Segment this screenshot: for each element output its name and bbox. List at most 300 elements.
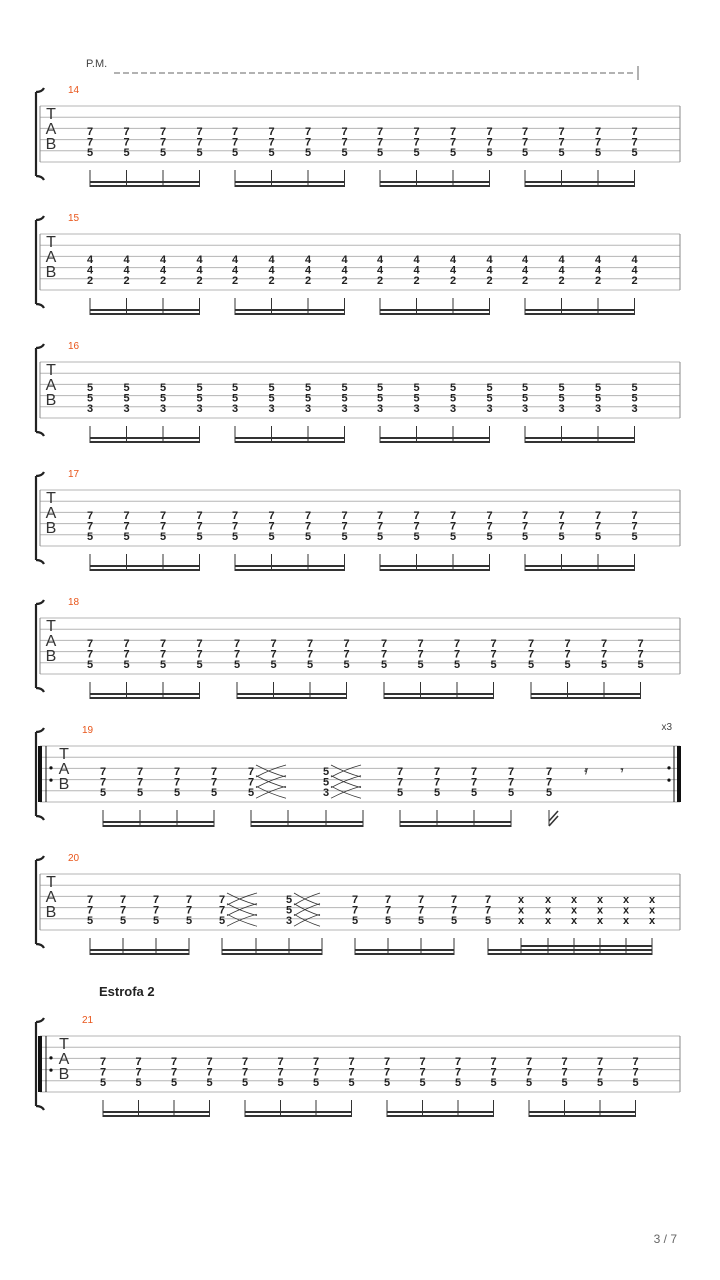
fret-number: 2 (376, 275, 384, 288)
fret-number: 4 (341, 264, 348, 277)
fret-number: 5 (231, 392, 239, 405)
tab-system (36, 213, 680, 314)
fret-number: 3 (376, 403, 384, 416)
tab-clef-letter: T (59, 746, 69, 763)
fret-number: 5 (341, 392, 348, 405)
fret-number: 7 (525, 1056, 533, 1068)
fret-number: 7 (521, 510, 529, 522)
fret-number: 7 (247, 766, 255, 778)
fret-number: 2 (449, 275, 457, 288)
tab-system (36, 341, 680, 442)
fret-number: 7 (527, 638, 535, 650)
fret-number: 7 (268, 510, 275, 522)
fret-number: 7 (637, 638, 644, 650)
measure-number: 17 (68, 469, 80, 480)
fret-number: 4 (413, 264, 420, 277)
fret-number: 7 (383, 1066, 391, 1079)
fret-number: 7 (196, 126, 203, 138)
tab-clef-letter: A (58, 1051, 70, 1068)
fret-number: 5 (486, 392, 493, 405)
fret-number: 5 (233, 659, 241, 672)
measure-number: 16 (68, 341, 80, 352)
fret-number: 4 (304, 264, 312, 277)
fret-number: 7 (136, 776, 144, 789)
fret-number: 7 (241, 1056, 249, 1068)
fret-number: 5 (119, 915, 127, 928)
fret-number: 7 (86, 638, 94, 650)
fret-number: 5 (486, 382, 493, 394)
fret-number: 7 (558, 510, 565, 522)
fret-number: 5 (449, 382, 457, 394)
slide-line (227, 914, 257, 926)
fret-number: 2 (521, 275, 529, 288)
fret-number: 4 (86, 254, 94, 266)
measure-number: 20 (68, 853, 80, 864)
fret-number: 7 (417, 648, 424, 661)
fret-number: 5 (486, 147, 493, 160)
dead-note: x (544, 904, 552, 917)
fret-number: 7 (484, 894, 492, 906)
fret-number: 2 (341, 275, 348, 288)
fret-number: 5 (637, 659, 644, 672)
fret-number: 7 (173, 766, 181, 778)
note-flag (549, 811, 558, 826)
fret-number: 5 (304, 382, 312, 394)
fret-number: 5 (86, 531, 94, 544)
dead-note: x (544, 894, 552, 906)
fret-number: 7 (637, 648, 644, 661)
fret-number: 5 (484, 915, 492, 928)
fret-number: 4 (376, 264, 384, 277)
fret-number: 5 (454, 1077, 462, 1090)
fret-number: 5 (376, 382, 384, 394)
fret-number: 4 (594, 254, 602, 266)
sixteenth-rest: 𝄿 (584, 765, 588, 777)
fret-number: 5 (413, 392, 420, 405)
fret-number: 5 (231, 382, 239, 394)
fret-number: 5 (419, 1077, 426, 1090)
fret-number: 5 (561, 1077, 568, 1090)
eighth-rest: 𝄾 (620, 765, 624, 777)
fret-number: 7 (206, 1066, 213, 1079)
fret-number: 3 (86, 403, 94, 416)
fret-number: 7 (231, 510, 239, 522)
fret-number: 7 (136, 766, 144, 778)
fret-number: 7 (470, 766, 478, 778)
fret-number: 5 (285, 904, 293, 917)
fret-number: 7 (123, 126, 130, 138)
dead-note: x (622, 915, 630, 928)
fret-number: 5 (521, 147, 529, 160)
fret-number: 5 (159, 531, 167, 544)
fret-number: 5 (218, 915, 226, 928)
fret-number: 4 (123, 264, 130, 277)
dead-note: x (596, 894, 604, 906)
tab-clef-letter: B (45, 392, 57, 409)
fret-number: 7 (383, 1056, 391, 1068)
fret-number: 5 (210, 787, 218, 800)
fret-number: 5 (159, 382, 167, 394)
fret-number: 7 (123, 136, 130, 149)
fret-number: 5 (384, 915, 392, 928)
fret-number: 5 (123, 147, 130, 160)
fret-number: 5 (558, 392, 565, 405)
fret-number: 3 (341, 403, 348, 416)
fret-number: 7 (196, 520, 203, 533)
fret-number: 7 (454, 1066, 462, 1079)
dead-note: x (544, 915, 552, 928)
fret-number: 7 (312, 1056, 320, 1068)
fret-number: 7 (86, 520, 94, 533)
fret-number: 7 (86, 510, 94, 522)
fret-number: 7 (545, 766, 553, 778)
fret-number: 7 (196, 510, 203, 522)
fret-number: 7 (268, 136, 275, 149)
fret-number: 5 (247, 787, 255, 800)
fret-number: 7 (417, 638, 424, 650)
tab-clef-letter: T (46, 362, 56, 379)
fret-number: 5 (86, 392, 94, 405)
fret-number: 7 (380, 648, 388, 661)
fret-number: 5 (341, 531, 348, 544)
fret-number: 5 (185, 915, 193, 928)
tab-system (36, 85, 680, 186)
tab-clef-letter: B (45, 648, 57, 665)
fret-number: 7 (196, 638, 203, 650)
tab-system (36, 1015, 680, 1116)
fret-number: 7 (341, 136, 348, 149)
fret-number: 5 (631, 382, 638, 394)
dead-note: x (648, 894, 656, 906)
fret-number: 7 (545, 776, 553, 789)
fret-number: 5 (558, 147, 565, 160)
fret-number: 4 (521, 254, 529, 266)
fret-number: 5 (376, 392, 384, 405)
fret-number: 7 (454, 1056, 462, 1068)
tab-clef-letter: T (46, 234, 56, 251)
fret-number: 7 (376, 520, 384, 533)
fret-number: 7 (525, 1066, 533, 1079)
fret-number: 7 (185, 894, 193, 906)
section-label: Estrofa 2 (99, 984, 155, 999)
fret-number: 7 (380, 638, 388, 650)
fret-number: 7 (376, 510, 384, 522)
fret-number: 3 (231, 403, 239, 416)
fret-number: 5 (486, 531, 493, 544)
slide-line (331, 765, 361, 777)
measure-number: 19 (82, 725, 94, 736)
fret-number: 7 (449, 510, 457, 522)
tab-clef-letter: T (46, 106, 56, 123)
fret-number: 5 (417, 659, 424, 672)
fret-number: 7 (341, 520, 348, 533)
dead-note: x (517, 915, 525, 928)
fret-number: 7 (270, 648, 277, 661)
fret-number: 7 (277, 1066, 284, 1079)
fret-number: 5 (277, 1077, 284, 1090)
fret-number: 5 (376, 147, 384, 160)
fret-number: 7 (632, 1066, 639, 1079)
fret-number: 5 (631, 531, 638, 544)
fret-number: 4 (376, 254, 384, 266)
fret-number: 5 (351, 915, 359, 928)
measure-number: 15 (68, 213, 80, 224)
fret-number: 7 (306, 648, 314, 661)
dead-note: x (596, 904, 604, 917)
fret-number: 7 (521, 136, 529, 149)
fret-number: 7 (351, 904, 359, 917)
fret-number: 7 (268, 520, 275, 533)
fret-number: 7 (561, 1066, 568, 1079)
slide-line (256, 776, 286, 788)
fret-number: 3 (449, 403, 457, 416)
tab-system (36, 853, 680, 954)
fret-number: 2 (304, 275, 312, 288)
fret-number: 5 (268, 382, 275, 394)
fret-number: 5 (304, 147, 312, 160)
fret-number: 7 (218, 904, 226, 917)
fret-number: 5 (507, 787, 515, 800)
fret-number: 7 (413, 520, 420, 533)
fret-number: 7 (419, 1066, 426, 1079)
fret-number: 7 (600, 648, 608, 661)
slide-line (256, 765, 286, 777)
fret-number: 4 (558, 264, 565, 277)
fret-number: 5 (99, 1077, 107, 1090)
fret-number: 5 (135, 1077, 142, 1090)
fret-number: 7 (159, 638, 167, 650)
fret-number: 7 (453, 648, 461, 661)
fret-number: 3 (268, 403, 275, 416)
fret-number: 5 (123, 392, 130, 405)
fret-number: 7 (632, 1056, 639, 1068)
fret-number: 7 (384, 904, 392, 917)
fret-number: 5 (241, 1077, 249, 1090)
fret-number: 7 (507, 776, 515, 789)
fret-number: 5 (231, 531, 239, 544)
fret-number: 5 (341, 382, 348, 394)
fret-number: 7 (490, 1066, 497, 1079)
tab-clef-letter: B (45, 136, 57, 153)
fret-number: 7 (564, 638, 571, 650)
tab-clef-letter: T (46, 618, 56, 635)
fret-number: 5 (196, 659, 203, 672)
slide-line (227, 904, 257, 916)
fret-number: 5 (173, 787, 181, 800)
measure-number: 18 (68, 597, 80, 608)
fret-number: 7 (231, 136, 239, 149)
fret-number: 5 (306, 659, 314, 672)
fret-number: 5 (521, 392, 529, 405)
fret-number: 7 (233, 648, 241, 661)
fret-number: 4 (631, 254, 638, 266)
measure-number: 21 (82, 1015, 94, 1026)
fret-number: 7 (312, 1066, 320, 1079)
fret-number: 3 (123, 403, 130, 416)
fret-number: 7 (450, 894, 458, 906)
repeat-dot (667, 766, 670, 769)
fret-number: 7 (631, 510, 638, 522)
fret-number: 7 (558, 136, 565, 149)
fret-number: 7 (596, 1066, 604, 1079)
fret-number: 7 (453, 638, 461, 650)
fret-number: 7 (600, 638, 608, 650)
fret-number: 7 (490, 638, 497, 650)
fret-number: 7 (594, 510, 602, 522)
fret-number: 7 (341, 510, 348, 522)
measure-number: 14 (68, 85, 80, 96)
tab-clef-letter: B (58, 776, 70, 793)
fret-number: 7 (527, 648, 535, 661)
fret-number: 7 (170, 1056, 178, 1068)
fret-number: 7 (341, 126, 348, 138)
fret-number: 3 (486, 403, 493, 416)
fret-number: 5 (596, 1077, 604, 1090)
fret-number: 5 (170, 1077, 178, 1090)
palm-mute-marking (86, 58, 638, 80)
fret-number: 7 (170, 1066, 178, 1079)
fret-number: 4 (449, 264, 457, 277)
repeat-dot (49, 766, 52, 769)
fret-number: 7 (268, 126, 275, 138)
fret-number: 7 (413, 510, 420, 522)
fret-number: 5 (159, 147, 167, 160)
fret-number: 5 (600, 659, 608, 672)
fret-number: 4 (486, 254, 493, 266)
fret-number: 7 (306, 638, 314, 650)
fret-number: 5 (450, 915, 458, 928)
fret-number: 7 (159, 136, 167, 149)
fret-number: 7 (123, 510, 130, 522)
fret-number: 5 (196, 147, 203, 160)
fret-number: 7 (233, 638, 241, 650)
fret-number: 7 (561, 1056, 568, 1068)
fret-number: 7 (348, 1066, 355, 1079)
fret-number: 7 (206, 1056, 213, 1068)
fret-number: 5 (631, 147, 638, 160)
dead-note: x (648, 915, 656, 928)
fret-number: 3 (631, 403, 638, 416)
fret-number: 7 (486, 520, 493, 533)
fret-number: 5 (631, 392, 638, 405)
tab-clef-letter: B (58, 1066, 70, 1083)
dead-note: x (570, 894, 578, 906)
fret-number: 5 (449, 147, 457, 160)
fret-number: 3 (304, 403, 312, 416)
fret-number: 5 (268, 531, 275, 544)
slide-line (294, 904, 320, 916)
fret-number: 5 (413, 382, 420, 394)
fret-number: 5 (196, 392, 203, 405)
tab-clef-letter: T (46, 874, 56, 891)
fret-number: 5 (304, 392, 312, 405)
fret-number: 3 (521, 403, 529, 416)
tab-clef-letter: B (45, 264, 57, 281)
fret-number: 7 (594, 126, 602, 138)
fret-number: 7 (631, 126, 638, 138)
fret-number: 7 (123, 520, 130, 533)
fret-number: 7 (376, 126, 384, 138)
fret-number: 5 (413, 531, 420, 544)
fret-number: 7 (86, 904, 94, 917)
fret-number: 7 (304, 126, 312, 138)
fret-number: 4 (231, 264, 239, 277)
slide-line (331, 786, 361, 798)
fret-number: 7 (486, 510, 493, 522)
fret-number: 5 (86, 147, 94, 160)
fret-number: 7 (86, 126, 94, 138)
fret-number: 4 (196, 254, 203, 266)
fret-number: 4 (558, 254, 565, 266)
fret-number: 7 (210, 776, 218, 789)
fret-number: 7 (521, 520, 529, 533)
fret-number: 7 (486, 136, 493, 149)
repeat-count: x3 (661, 722, 672, 733)
tab-clef-letter: A (45, 249, 57, 266)
fret-number: 5 (152, 915, 160, 928)
fret-number: 5 (594, 147, 602, 160)
fret-number: 5 (521, 531, 529, 544)
fret-number: 5 (136, 787, 144, 800)
fret-number: 7 (99, 766, 107, 778)
fret-number: 7 (596, 1056, 604, 1068)
fret-number: 7 (433, 766, 441, 778)
fret-number: 4 (486, 264, 493, 277)
fret-number: 5 (86, 915, 94, 928)
fret-number: 7 (119, 894, 127, 906)
fret-number: 5 (159, 392, 167, 405)
fret-number: 5 (159, 659, 167, 672)
fret-number: 5 (417, 915, 425, 928)
fret-number: 5 (564, 659, 571, 672)
fret-number: 5 (470, 787, 478, 800)
fret-number: 4 (159, 264, 167, 277)
fret-number: 7 (417, 894, 425, 906)
fret-number: 7 (241, 1066, 249, 1079)
fret-number: 7 (507, 766, 515, 778)
fret-number: 5 (490, 1077, 497, 1090)
fret-number: 3 (159, 403, 167, 416)
fret-number: 4 (631, 264, 638, 277)
fret-number: 2 (159, 275, 167, 288)
tab-clef-letter: B (45, 904, 57, 921)
fret-number: 5 (449, 531, 457, 544)
fret-number: 7 (159, 648, 167, 661)
fret-number: 7 (450, 904, 458, 917)
fret-number: 7 (413, 136, 420, 149)
fret-number: 7 (123, 648, 130, 661)
fret-number: 5 (322, 766, 330, 778)
fret-number: 7 (343, 648, 350, 661)
fret-number: 5 (521, 382, 529, 394)
fret-number: 4 (231, 254, 239, 266)
fret-number: 7 (277, 1056, 284, 1068)
fret-number: 5 (123, 659, 130, 672)
fret-number: 4 (196, 264, 203, 277)
fret-number: 7 (86, 894, 94, 906)
fret-number: 5 (268, 392, 275, 405)
fret-number: 7 (558, 520, 565, 533)
fret-number: 7 (99, 1066, 107, 1079)
fret-number: 7 (99, 1056, 107, 1068)
fret-number: 7 (449, 126, 457, 138)
fret-number: 7 (135, 1056, 142, 1068)
fret-number: 7 (376, 136, 384, 149)
fret-number: 2 (486, 275, 493, 288)
fret-number: 5 (270, 659, 277, 672)
dead-note: x (570, 904, 578, 917)
fret-number: 4 (123, 254, 130, 266)
